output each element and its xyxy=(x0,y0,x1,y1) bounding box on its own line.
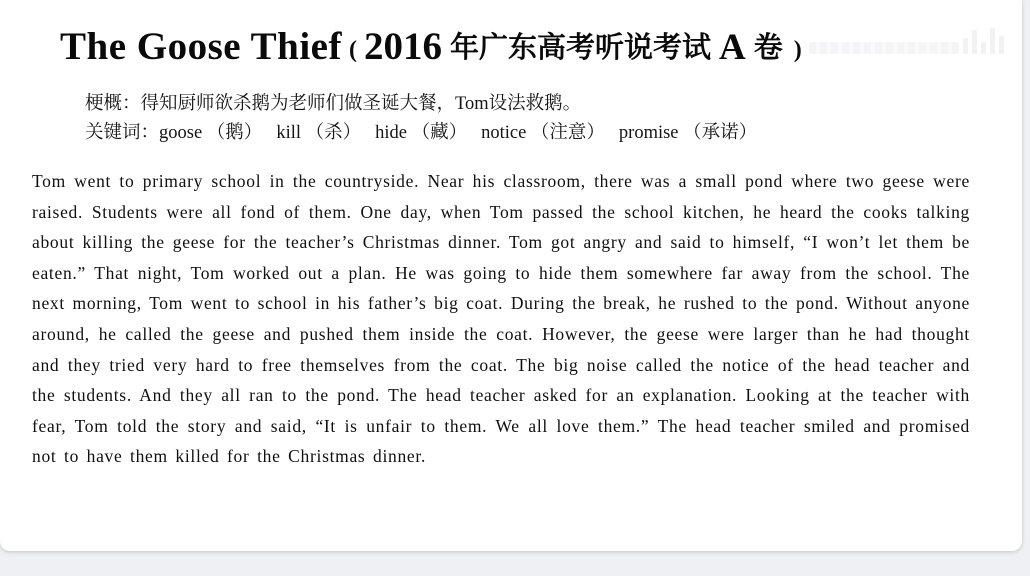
title-chinese: 年广东高考听说考试 xyxy=(449,32,711,64)
synopsis-line xyxy=(85,90,965,119)
keyword-item: hide （藏） xyxy=(375,123,468,143)
title-paren-open: ( xyxy=(348,37,357,63)
passage-text: Tom went to primary school in the countryside. Near his classroom, there was a small pond where two geese were raised. Students were all fond of them. One day, when Tom passed the school kitchen, he heard the cooks talking about killing the geese for the teacher’s Christmas dinner. Tom got angry and said to himself, “I won’t let them be eaten.” That night, Tom worked out a plan. He was going to hide them somewhere far away from the school. The next morning, Tom went to school in his father’s big coat. During the break, he rushed to the pond. Without anyone around, he called the geese and pushed them inside the coat. However, the geese were larger than he had thought and they tried very hard to free themselves from the coat. The big noise called the notice of the head teacher and the students. And they all ran to the pond. The head teacher asked for an explanation. Looking at the teacher with fear, Tom told the story and said, “It is unfair to them. We all love them.” The head teacher smiled and promised not to have them killed for the Christmas dinner. xyxy=(32,171,970,467)
page-title xyxy=(60,24,1010,69)
keywords-label: 关键词： xyxy=(85,123,160,143)
title-chinese-end: 卷 xyxy=(753,32,783,64)
keywords-line xyxy=(85,119,965,148)
meta-block xyxy=(85,90,965,148)
title-paper-letter: A xyxy=(718,27,746,68)
title-english: The Goose Thief xyxy=(60,25,342,68)
synopsis-label: 梗概： xyxy=(85,94,141,114)
keyword-item: promise （承诺） xyxy=(618,123,758,143)
title-paren-close: ) xyxy=(793,37,802,63)
keyword-item: notice （注意） xyxy=(481,123,605,143)
keyword-item: kill （杀） xyxy=(276,123,362,143)
keyword-item: goose （鹅） xyxy=(159,123,263,143)
synopsis-text: 得知厨师欲杀鹅为老师们做圣诞大餐，Tom设法救鹅。 xyxy=(140,94,582,114)
title-year: 2016 xyxy=(363,25,442,68)
